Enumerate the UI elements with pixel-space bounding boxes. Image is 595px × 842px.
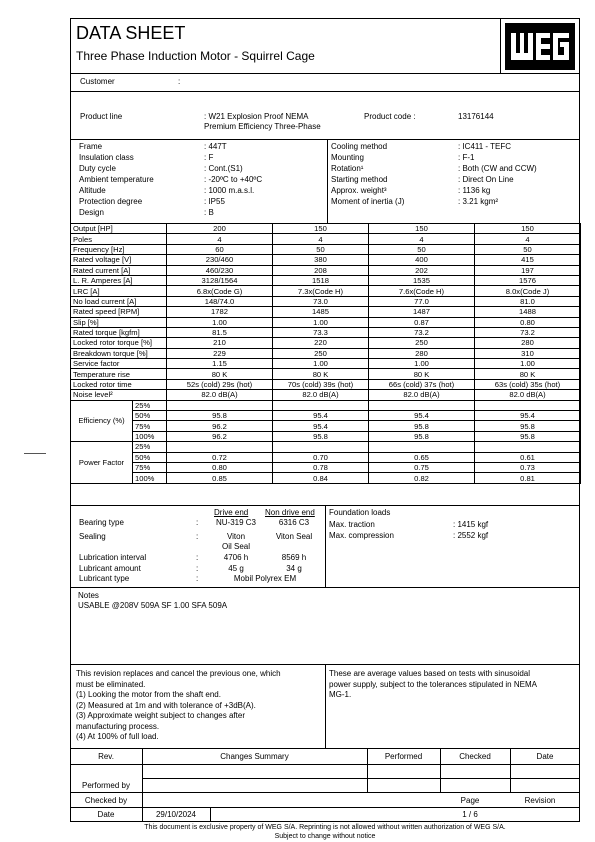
table-row xyxy=(71,390,581,400)
row-label: No load current [A] xyxy=(71,296,167,306)
row-label: LRC [A] xyxy=(71,286,167,296)
row-label: Output [HP] xyxy=(71,224,167,234)
spec-label: Moment of inertia (J) xyxy=(331,197,405,206)
notes-title: Notes xyxy=(78,591,99,600)
page-value: 1 / 6 xyxy=(462,810,478,819)
cell-value: 95.8 xyxy=(369,421,475,431)
max-compression-label: Max. compression xyxy=(329,531,394,540)
row-label: Rated voltage [V] xyxy=(71,255,167,265)
cell-value: 1488 xyxy=(475,307,581,317)
cell-value: 0.65 xyxy=(369,452,475,462)
load-label: 100% xyxy=(133,473,167,483)
bearing-type-sep: : xyxy=(196,518,199,527)
cell-value: 415 xyxy=(475,255,581,265)
cell-value: 1576 xyxy=(475,275,581,285)
notes-text: USABLE @208V 509A SF 1.00 SFA 509A xyxy=(78,601,228,610)
cell-value: 0.70 xyxy=(273,452,369,462)
table-row xyxy=(71,338,581,348)
cell-value: 0.72 xyxy=(167,452,273,462)
cell-value: 50 xyxy=(273,244,369,254)
row-label: Frequency [Hz] xyxy=(71,244,167,254)
cell-value: 81.0 xyxy=(475,296,581,306)
table-row xyxy=(71,359,581,369)
table-row xyxy=(71,307,581,317)
spec-label: Protection degree xyxy=(79,197,143,206)
row-label: Locked rotor time xyxy=(71,379,167,389)
footnote-line: (1) Looking the motor from the shaft end. xyxy=(76,690,221,699)
page-label: Page xyxy=(460,796,480,805)
row-label: Noise level² xyxy=(71,390,167,400)
cell-value: 0.84 xyxy=(273,473,369,483)
footnote-line: MG-1. xyxy=(329,690,352,699)
cell-value: 95.8 xyxy=(475,431,581,441)
customer-label: Customer xyxy=(80,77,115,86)
table-row xyxy=(71,421,581,431)
cell-value: 200 xyxy=(167,224,273,234)
cell-value: 0.73 xyxy=(475,462,581,472)
spec-value: : 1000 m.a.s.l. xyxy=(204,186,255,195)
cell-value: 202 xyxy=(369,265,475,275)
cell-value: 3128/1564 xyxy=(167,275,273,285)
cell-value: 73.0 xyxy=(273,296,369,306)
load-label: 50% xyxy=(133,411,167,421)
cell-value: 380 xyxy=(273,255,369,265)
spec-value: : 1136 kg xyxy=(458,186,491,195)
cell-value: 1.00 xyxy=(475,359,581,369)
cell-value: 0.61 xyxy=(475,452,581,462)
cell-value: 80 K xyxy=(167,369,273,379)
spec-value: : IP55 xyxy=(204,197,225,206)
cell-value: 0.82 xyxy=(369,473,475,483)
load-label: 100% xyxy=(133,431,167,441)
cell-value: 208 xyxy=(273,265,369,275)
product-line-value-2: Premium Efficiency Three-Phase xyxy=(204,122,321,131)
cell-value: 70s (cold) 39s (hot) xyxy=(273,379,369,389)
cell-value: 52s (cold) 29s (hot) xyxy=(167,379,273,389)
table-row xyxy=(71,265,581,275)
cell-value: 0.80 xyxy=(475,317,581,327)
cell-value: 310 xyxy=(475,348,581,358)
cell-value: 1.00 xyxy=(369,359,475,369)
row-label: Poles xyxy=(71,234,167,244)
checked-header: Checked xyxy=(459,752,491,761)
performed-by-label: Performed by xyxy=(81,781,131,790)
cell-value: 1.00 xyxy=(167,317,273,327)
footnote-line: must be eliminated. xyxy=(76,679,146,689)
spec-value: : IC411 - TEFC xyxy=(458,142,512,151)
table-row xyxy=(71,317,581,327)
cell-value: 1782 xyxy=(167,307,273,317)
spec-value: : Direct On Line xyxy=(458,175,514,184)
rev-header: Rev. xyxy=(98,752,114,761)
sealing-de-2: Oil Seal xyxy=(221,542,250,551)
load-label: 25% xyxy=(133,442,167,452)
cell-value: 7.3x(Code H) xyxy=(273,286,369,296)
table-row xyxy=(71,411,581,421)
cell-value: 4 xyxy=(475,234,581,244)
product-code-label: Product code : xyxy=(364,112,416,121)
load-label: 75% xyxy=(133,421,167,431)
table-row xyxy=(71,431,581,441)
cell-value: 60 xyxy=(167,244,273,254)
cell-value: 220 xyxy=(273,338,369,348)
interval-nde: 8569 h xyxy=(281,553,307,562)
cell-value xyxy=(273,400,369,410)
margin-mark xyxy=(24,453,46,454)
product-code-value: 13176144 xyxy=(458,112,494,121)
cell-value: 4 xyxy=(167,234,273,244)
power-factor-label: Power Factor xyxy=(71,442,133,484)
footnote-line: This revision replaces and cancel the previous one, which xyxy=(76,669,281,678)
table-row xyxy=(71,348,581,358)
efficiency-label: Efficiency (%) xyxy=(71,400,133,442)
customer-sep: : xyxy=(178,77,181,86)
row-label: Rated speed [RPM] xyxy=(71,307,167,317)
cell-value: 8.0x(Code J) xyxy=(475,286,581,296)
date-label: Date xyxy=(97,810,115,819)
weg-logo xyxy=(505,23,575,70)
table-row xyxy=(71,369,581,379)
cell-value: 1.00 xyxy=(273,359,369,369)
table-row xyxy=(71,244,581,254)
spec-label: Frame xyxy=(79,142,103,151)
cell-value: 63s (cold) 35s (hot) xyxy=(475,379,581,389)
cell-value: 0.75 xyxy=(369,462,475,472)
table-row xyxy=(71,255,581,265)
foundation-loads-title: Foundation loads xyxy=(329,508,391,517)
cell-value: 1.00 xyxy=(273,317,369,327)
cell-value: 230/460 xyxy=(167,255,273,265)
max-compression-value: : 2552 kgf xyxy=(453,531,489,540)
document-subtitle: Three Phase Induction Motor - Squirrel Cage xyxy=(76,49,315,63)
footnote-line: manufacturing process. xyxy=(76,721,160,731)
cell-value: 77.0 xyxy=(369,296,475,306)
max-traction-value: : 1415 kgf xyxy=(453,520,489,529)
cell-value: 95.4 xyxy=(273,411,369,421)
spec-label: Design xyxy=(79,208,104,217)
cell-value: 1535 xyxy=(369,275,475,285)
spec-label: Insulation class xyxy=(79,153,134,162)
cell-value xyxy=(475,400,581,410)
spec-value: : F xyxy=(204,153,214,162)
cell-value: 0.85 xyxy=(167,473,273,483)
cell-value: 0.80 xyxy=(167,462,273,472)
cell-value: 150 xyxy=(475,224,581,234)
cell-value: 400 xyxy=(369,255,475,265)
sealing-nde: Viton Seal xyxy=(275,532,313,541)
lubricant-amount-label: Lubricant amount xyxy=(79,564,141,573)
cell-value xyxy=(167,400,273,410)
amount-de: 45 g xyxy=(228,564,244,573)
non-drive-end-header: Non drive end xyxy=(265,508,315,517)
row-label: Breakdown torque [%] xyxy=(71,348,167,358)
cell-value: 460/230 xyxy=(167,265,273,275)
load-label: 75% xyxy=(133,462,167,472)
row-label: Rated current [A] xyxy=(71,265,167,275)
cell-value: 95.8 xyxy=(369,431,475,441)
spec-label: Altitude xyxy=(79,186,106,195)
cell-value: 80 K xyxy=(475,369,581,379)
cell-value: 50 xyxy=(475,244,581,254)
cell-value: 95.8 xyxy=(167,411,273,421)
cell-value: 95.4 xyxy=(475,411,581,421)
cell-value: 197 xyxy=(475,265,581,275)
drive-end-header: Drive end xyxy=(214,508,249,517)
spec-value: : F-1 xyxy=(458,153,475,162)
spec-value: : -20ºC to +40ºC xyxy=(204,175,263,184)
sealing-de: Viton xyxy=(226,532,246,541)
cell-value xyxy=(475,442,581,452)
date-header: Date xyxy=(536,752,554,761)
spec-value: : Both (CW and CCW) xyxy=(458,164,537,173)
footnote-line: (3) Approximate weight subject to changes after xyxy=(76,711,245,720)
row-label: Slip [%] xyxy=(71,317,167,327)
cell-value: 280 xyxy=(475,338,581,348)
cell-value: 73.2 xyxy=(475,327,581,337)
cell-value: 250 xyxy=(369,338,475,348)
footnote-line: These are average values based on tests with sinusoidal xyxy=(329,669,531,678)
spec-label: Mounting xyxy=(331,153,364,162)
table-row xyxy=(71,442,581,452)
cell-value: 1485 xyxy=(273,307,369,317)
checked-by-label: Checked by xyxy=(84,796,128,805)
table-row xyxy=(71,462,581,472)
cell-value: 1487 xyxy=(369,307,475,317)
cell-value: 73.3 xyxy=(273,327,369,337)
cell-value: 0.81 xyxy=(475,473,581,483)
spec-label: Duty cycle xyxy=(79,164,116,173)
cell-value: 0.78 xyxy=(273,462,369,472)
bearing-nde: 6316 C3 xyxy=(278,518,310,527)
cell-value: 81.5 xyxy=(167,327,273,337)
table-row xyxy=(71,275,581,285)
cell-value: 80 K xyxy=(273,369,369,379)
cell-value xyxy=(369,442,475,452)
row-label: Rated torque [kgfm] xyxy=(71,327,167,337)
cell-value: 82.0 dB(A) xyxy=(369,390,475,400)
spec-label: Approx. weight³ xyxy=(331,186,387,195)
cell-value: 82.0 dB(A) xyxy=(273,390,369,400)
footer-line-1: This document is exclusive property of WEG S/A. Reprinting is not allowed without written authorization of WEG S/A. xyxy=(144,824,506,831)
cell-value xyxy=(167,442,273,452)
revision-label: Revision xyxy=(524,796,556,805)
cell-value: 66s (cold) 37s (hot) xyxy=(369,379,475,389)
footer-line-2: Subject to change without notice xyxy=(274,833,376,840)
changes-summary-header: Changes Summary xyxy=(220,752,289,761)
cell-value: 210 xyxy=(167,338,273,348)
cell-value: 96.2 xyxy=(167,431,273,441)
footnote-line: (2) Measured at 1m and with tolerance of +3dB(A). xyxy=(76,700,256,710)
row-label: Service factor xyxy=(71,359,167,369)
footnote-line: power supply, subject to the tolerances stipulated in NEMA xyxy=(329,679,537,689)
table-row xyxy=(71,327,581,337)
load-label: 50% xyxy=(133,452,167,462)
interval-de: 4706 h xyxy=(223,553,249,562)
row-label: Temperature rise xyxy=(71,369,167,379)
cell-value: 82.0 dB(A) xyxy=(475,390,581,400)
table-row xyxy=(71,286,581,296)
table-row xyxy=(71,296,581,306)
bearing-type-label: Bearing type xyxy=(79,518,124,527)
cell-value: 229 xyxy=(167,348,273,358)
load-label: 25% xyxy=(133,400,167,410)
lubrication-interval-label: Lubrication interval xyxy=(79,553,147,562)
cell-value: 95.8 xyxy=(475,421,581,431)
cell-value: 1518 xyxy=(273,275,369,285)
cell-value: 150 xyxy=(369,224,475,234)
product-line-value: : W21 Explosion Proof NEMA xyxy=(204,112,309,121)
cell-value: 148/74.0 xyxy=(167,296,273,306)
cell-value: 4 xyxy=(273,234,369,244)
bearing-de: NU-319 C3 xyxy=(215,518,256,527)
cell-value: 4 xyxy=(369,234,475,244)
cell-value: 6.8x(Code G) xyxy=(167,286,273,296)
cell-value: 280 xyxy=(369,348,475,358)
sealing-label: Sealing xyxy=(79,532,106,541)
document-title: DATA SHEET xyxy=(76,23,186,43)
date-value: 29/10/2024 xyxy=(155,810,197,819)
spec-value: : B xyxy=(204,208,214,217)
max-traction-label: Max. traction xyxy=(329,520,375,529)
lubricant-type-label: Lubricant type xyxy=(79,574,130,583)
sealing-sep: : xyxy=(196,532,199,541)
spec-value: : 447T xyxy=(204,142,227,151)
table-row xyxy=(71,379,581,389)
performance-table xyxy=(70,223,581,484)
table-row xyxy=(71,400,581,410)
cell-value: 150 xyxy=(273,224,369,234)
cell-value: 95.4 xyxy=(273,421,369,431)
performed-header: Performed xyxy=(384,752,423,761)
amount-nde: 34 g xyxy=(286,564,302,573)
product-line-label: Product line xyxy=(80,112,123,121)
amount-sep: : xyxy=(196,564,199,573)
spec-label: Ambient temperature xyxy=(79,175,154,184)
row-label: L. R. Amperes [A] xyxy=(71,275,167,285)
cell-value xyxy=(273,442,369,452)
spec-value: : Cont.(S1) xyxy=(204,164,243,173)
table-row xyxy=(71,452,581,462)
lubricant-type-value: Mobil Polyrex EM xyxy=(233,574,297,583)
cell-value: 82.0 dB(A) xyxy=(167,390,273,400)
cell-value: 95.4 xyxy=(369,411,475,421)
spec-label: Starting method xyxy=(331,175,388,184)
cell-value: 73.2 xyxy=(369,327,475,337)
spec-label: Rotation¹ xyxy=(331,164,364,173)
interval-sep: : xyxy=(196,553,199,562)
footnote-line: (4) At 100% of full load. xyxy=(76,732,159,741)
cell-value: 96.2 xyxy=(167,421,273,431)
cell-value: 80 K xyxy=(369,369,475,379)
type-sep: : xyxy=(196,574,199,583)
table-row xyxy=(71,234,581,244)
spec-value: : 3.21 kgm² xyxy=(458,197,499,206)
table-row xyxy=(71,224,581,234)
cell-value: 7.6x(Code H) xyxy=(369,286,475,296)
cell-value: 1.15 xyxy=(167,359,273,369)
cell-value: 50 xyxy=(369,244,475,254)
row-label: Locked rotor torque [%] xyxy=(71,338,167,348)
cell-value: 95.8 xyxy=(273,431,369,441)
cell-value xyxy=(369,400,475,410)
table-row xyxy=(71,473,581,483)
cell-value: 0.87 xyxy=(369,317,475,327)
cell-value: 250 xyxy=(273,348,369,358)
spec-label: Cooling method xyxy=(331,142,388,151)
